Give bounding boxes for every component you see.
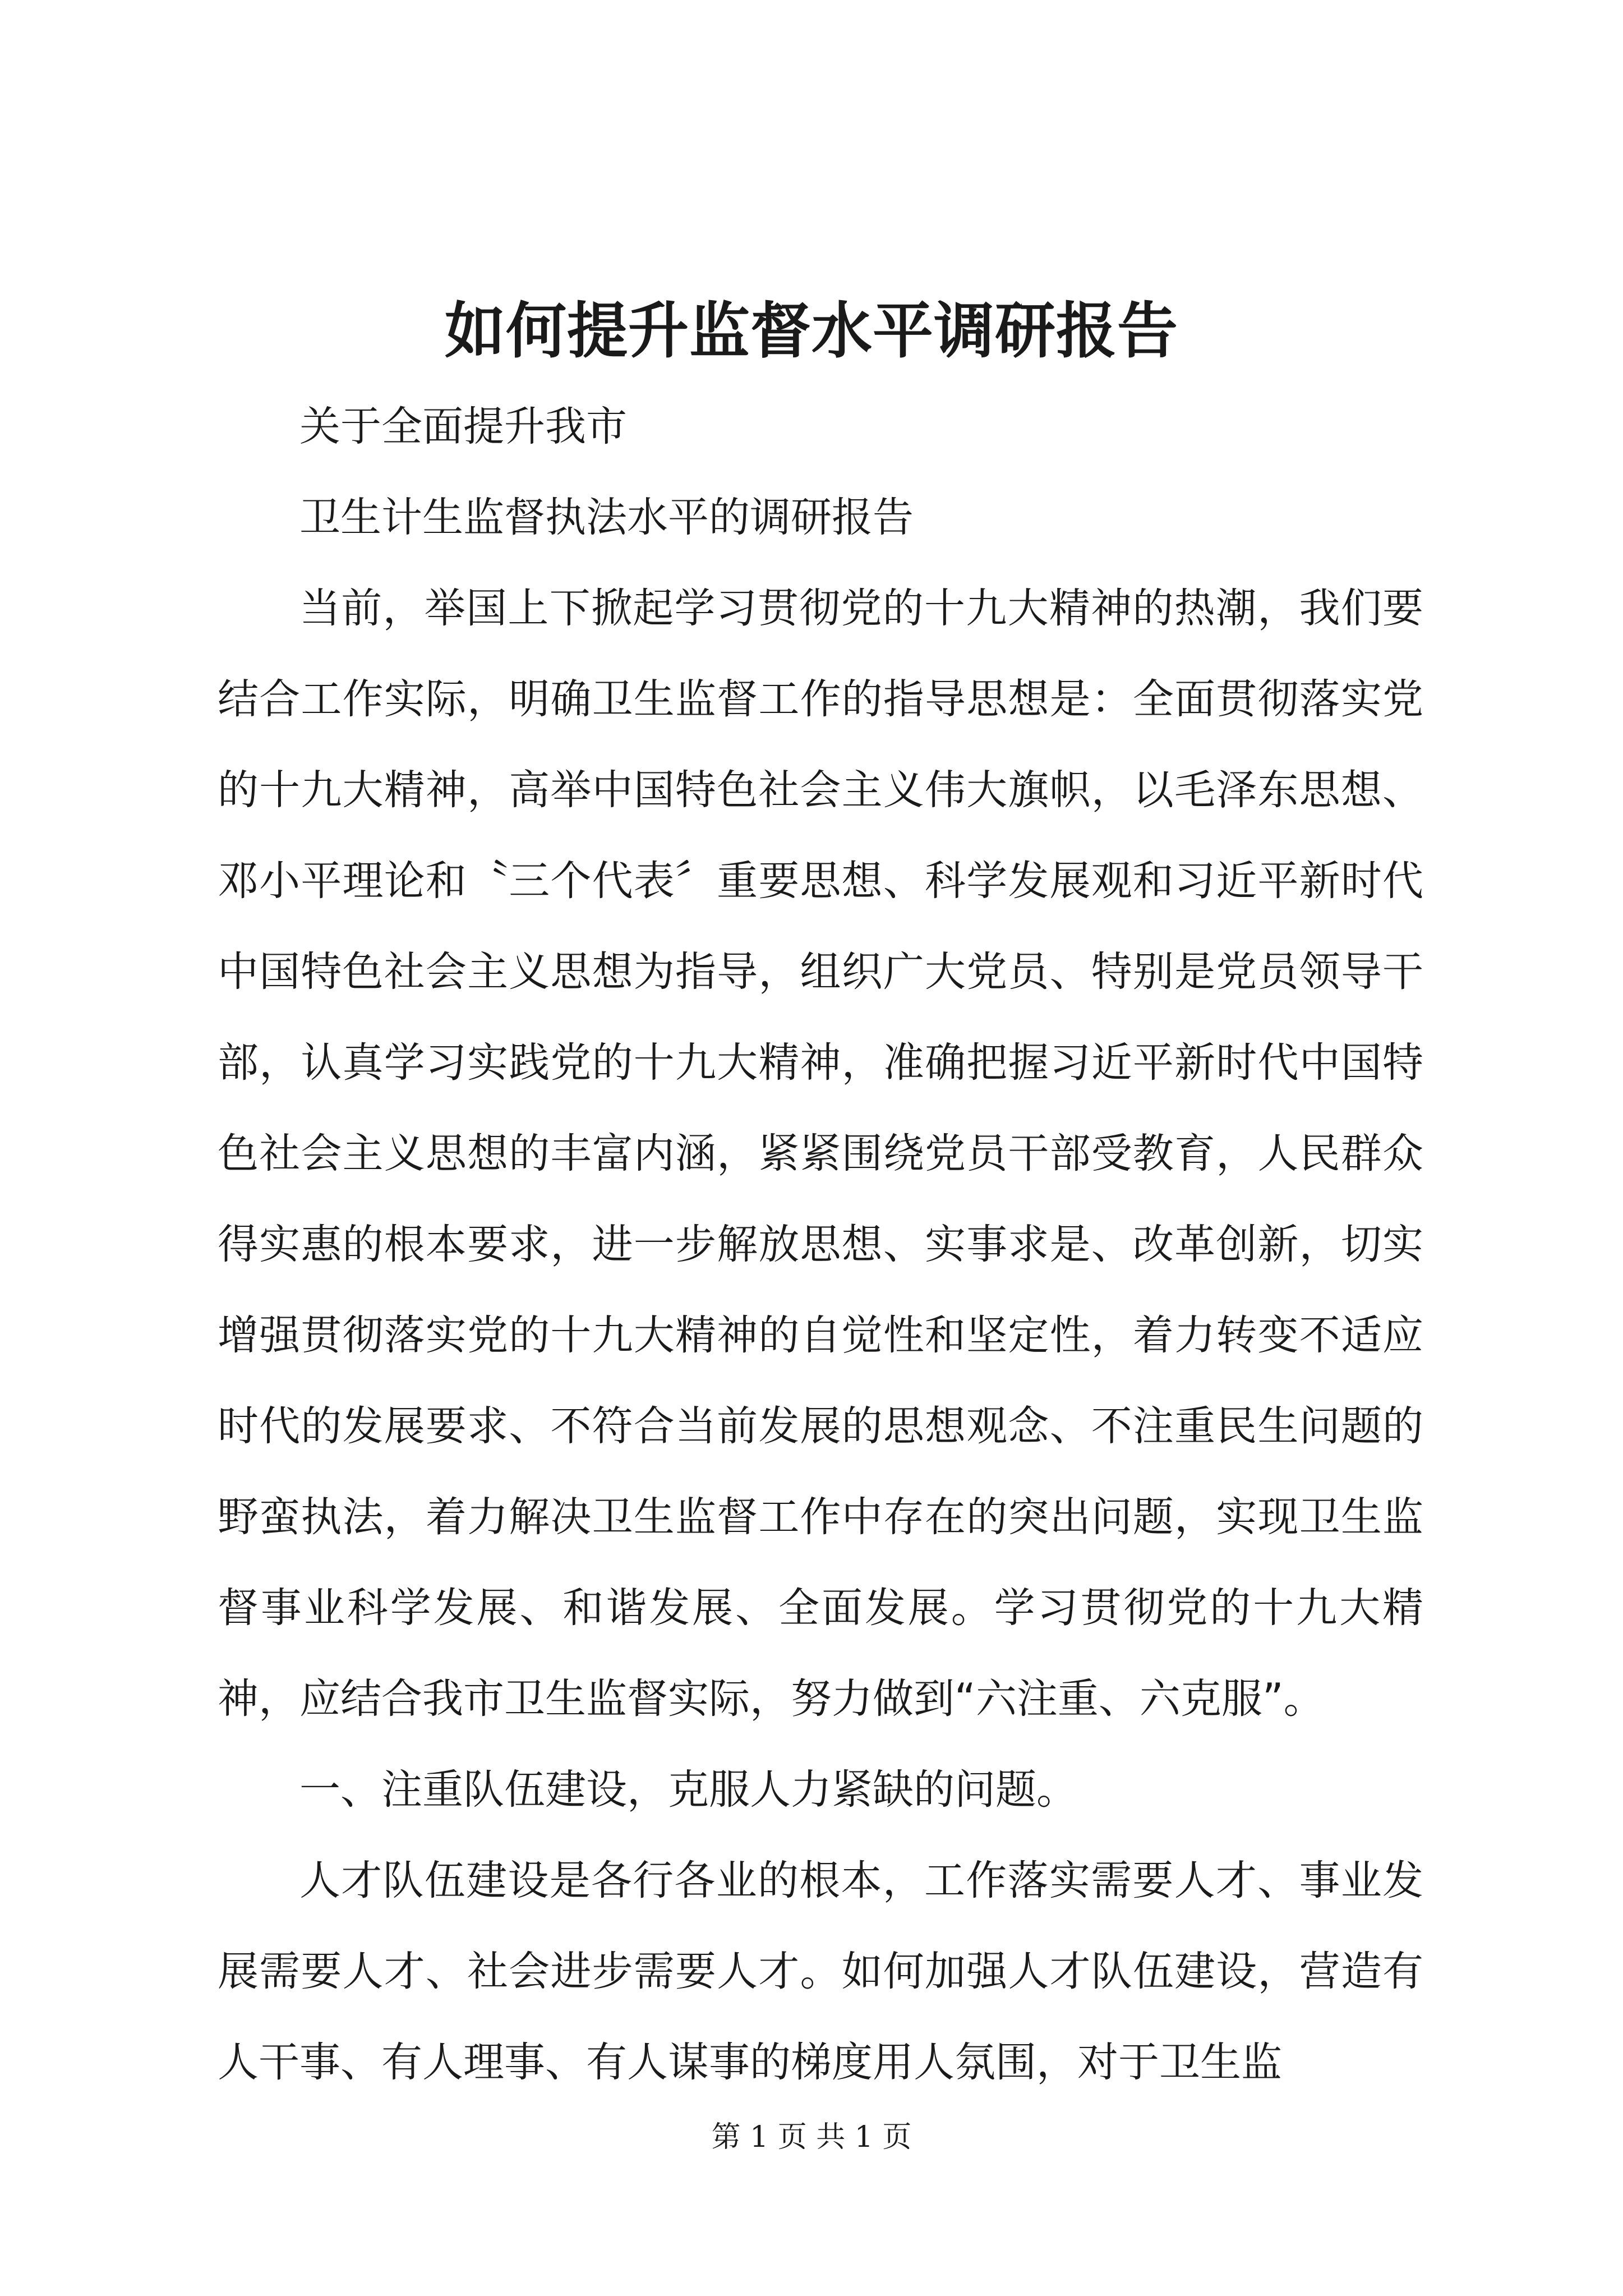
document-title: 如何提升监督水平调研报告 (444, 296, 1178, 366)
paragraph-section-1: 人才队伍建设是各行各业的根本，工作落实需要人才、事业发展需要人才、社会进步需要人才。如何加强人才队伍建设，营造有人干事、有人理事、有人谋事的梯度用人氛围，对于卫生监 (218, 1857, 1423, 2086)
section-heading-1: 一、注重队伍建设，克服人力紧缺的问题。 (299, 1766, 1077, 1814)
page-footer: 第 1 页 共 1 页 (711, 2120, 912, 2154)
paragraph-intro: 当前，举国上下掀起学习贯彻党的十九大精神的热潮，我们要结合工作实际，明确卫生监督工作的指导思想是：全面贯彻落实党的十九大精神，高举中国特色社会主义伟大旗帜，以毛泽东思想、邓小平理论和〝三个代表〞重要思想、科学发展观和习近平新时代中国特色社会主义思想为指导，组织广大党员、特别是党员领导干部，认真学习实践党的十九大精神，准确把握习近平新时代中国特色社会主义思想的丰富内涵，紧紧围绕党员干部受教育，人民群众得实惠的根本要求，进一步解放思想、实事求是、改革创新，切实增强贯彻落实党的十九大精神的自觉性和坚定性，着力转变不适应时代的发展要求、不符合当前发展的思想观念、不注重民生问题的野蛮执法，着力解决卫生监督工作中存在的突出问题，实现卫生监督事业科学发展、和谐发展、全面发展。学习贯彻党的十九大精神，应结合我市卫生监督实际，努力做到“六注重、六克服”。 (218, 585, 1423, 1723)
subtitle-line-2: 卫生计生监督执法水平的调研报告 (299, 494, 914, 541)
document-body (218, 381, 1423, 2108)
subtitle-line-1: 关于全面提升我市 (299, 403, 627, 450)
